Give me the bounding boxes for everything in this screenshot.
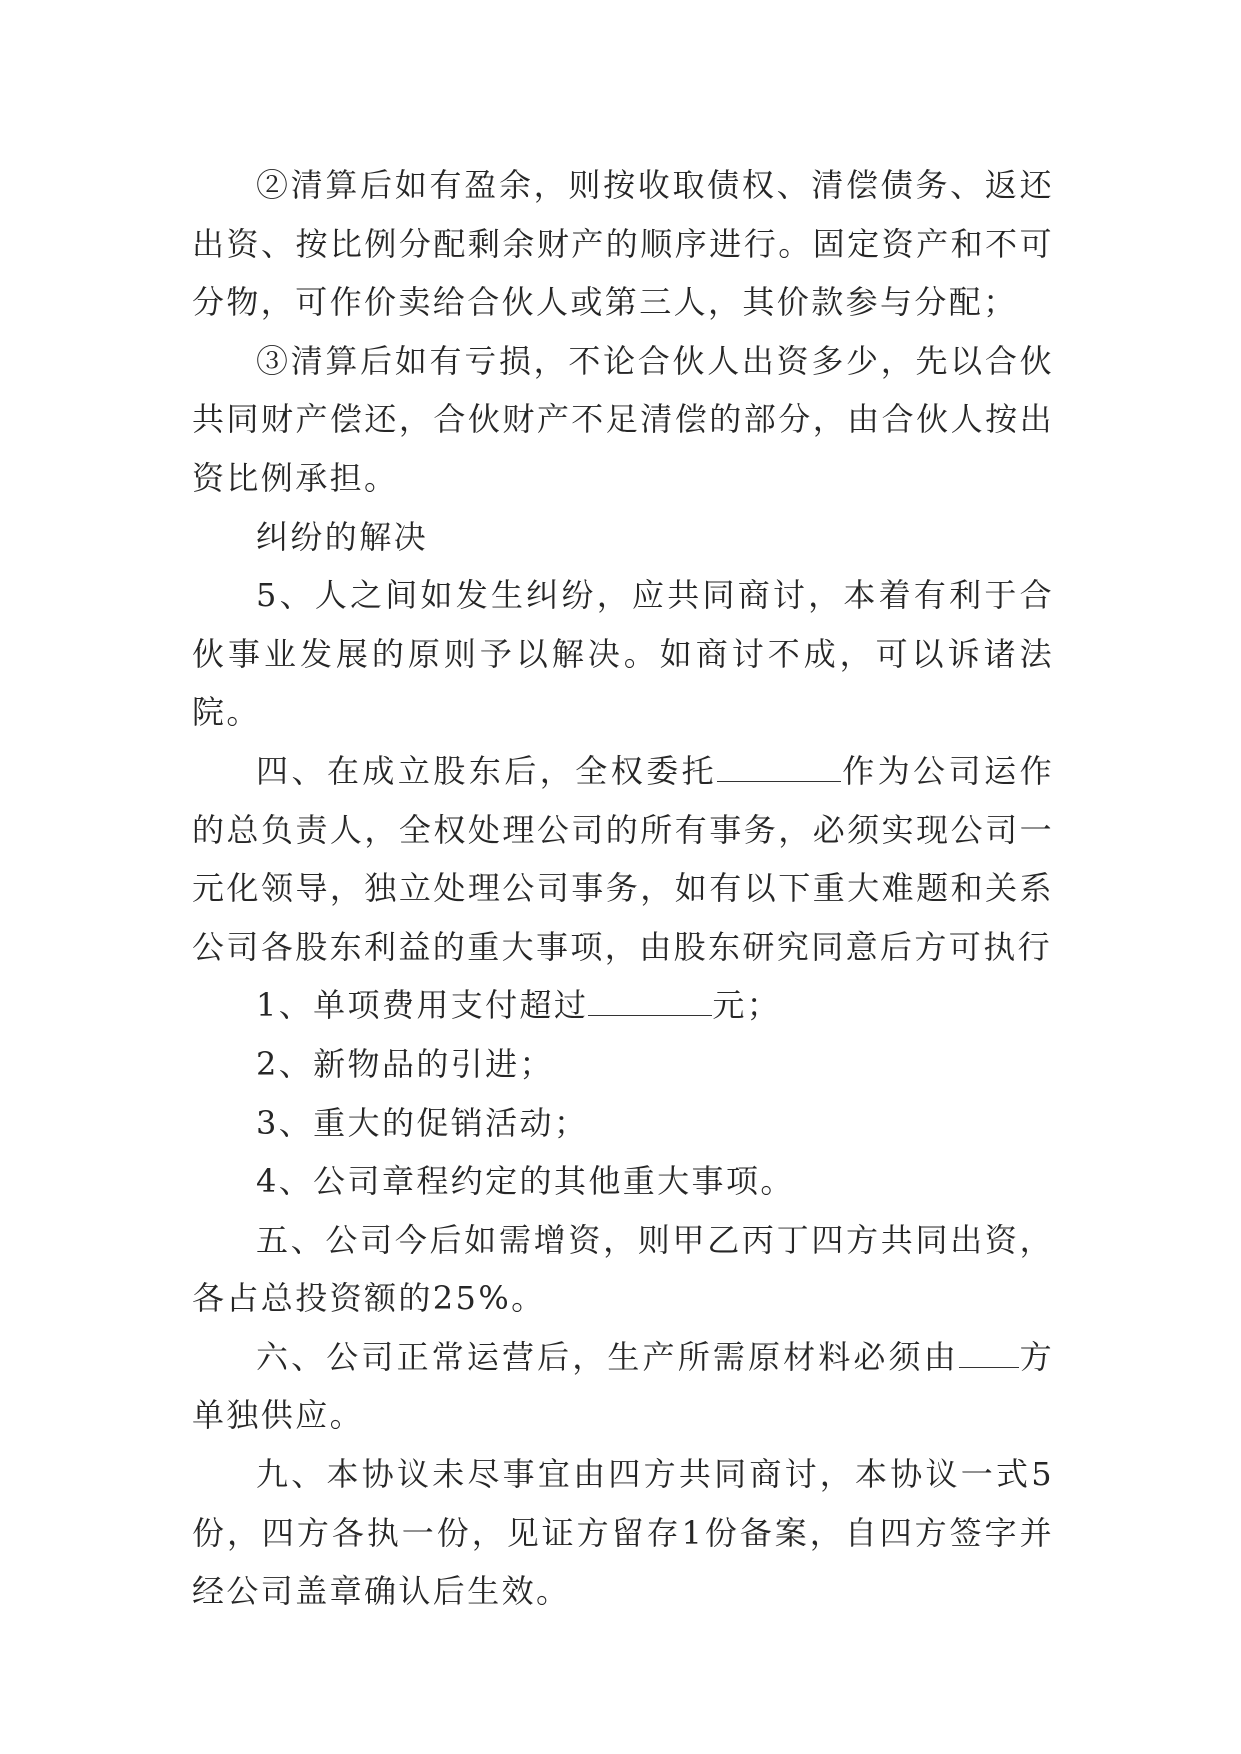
paragraph-liquidation-loss: ③清算后如有亏损，不论合伙人出资多少，先以合伙共同财产偿还，合伙财产不足清偿的部分，由合伙人按出资比例承担。 bbox=[192, 341, 1054, 497]
blank-line-supplier bbox=[959, 1337, 1019, 1368]
raw-materials-text-before: 六、公司正常运营后，生产所需原材料必须由 bbox=[256, 1337, 959, 1376]
authorization-text-after: 作为公司运作的总负责人，全权处理公司的所有事务，必须实现公司一元化领导，独立处理公司事务，如有以下重大难题和关系公司各股东利益的重大事项，由股东研究同意后方可执行 bbox=[192, 751, 1054, 966]
paragraph-dispute-resolution: 5、人之间如发生纠纷，应共同商讨，本着有利于合伙事业发展的原则予以解决。如商讨不成，可以诉诸法院。 bbox=[192, 576, 1054, 732]
expense-text-after: 元； bbox=[712, 986, 782, 1025]
expense-text-before: 1、单项费用支付超过 bbox=[256, 986, 589, 1025]
paragraph-liquidation-surplus: ②清算后如有盈余，则按收取债权、清偿债务、返还出资、按比例分配剩余财产的顺序进行。固定资产和不可分物，可作价卖给合伙人或第三人，其价款参与分配； bbox=[192, 166, 1054, 322]
list-item-other-matters: 4、公司章程约定的其他重大事项。 bbox=[256, 1162, 795, 1201]
list-item-new-products: 2、新物品的引进； bbox=[256, 1044, 554, 1083]
list-item-expense bbox=[192, 976, 1054, 1035]
document-body bbox=[192, 156, 1054, 1621]
paragraph-authorization bbox=[192, 742, 1054, 976]
blank-line-amount bbox=[588, 985, 712, 1016]
list-item-promotion: 3、重大的促销活动； bbox=[256, 1103, 589, 1142]
blank-line-delegate bbox=[717, 751, 841, 782]
section-heading-dispute: 纠纷的解决 bbox=[256, 517, 429, 556]
paragraph-capital-increase: 五、公司今后如需增资，则甲乙丙丁四方共同出资，各占总投资额的25%。 bbox=[192, 1220, 1054, 1318]
authorization-text-before: 四、在成立股东后，全权委托 bbox=[256, 751, 718, 790]
raw-materials-text-after: 方单独供应。 bbox=[192, 1337, 1054, 1435]
paragraph-raw-materials bbox=[192, 1328, 1054, 1445]
paragraph-agreement-terms: 九、本协议未尽事宜由四方共同商讨，本协议一式5份，四方各执一份，见证方留存1份备案，自四方签字并经公司盖章确认后生效。 bbox=[192, 1455, 1054, 1611]
